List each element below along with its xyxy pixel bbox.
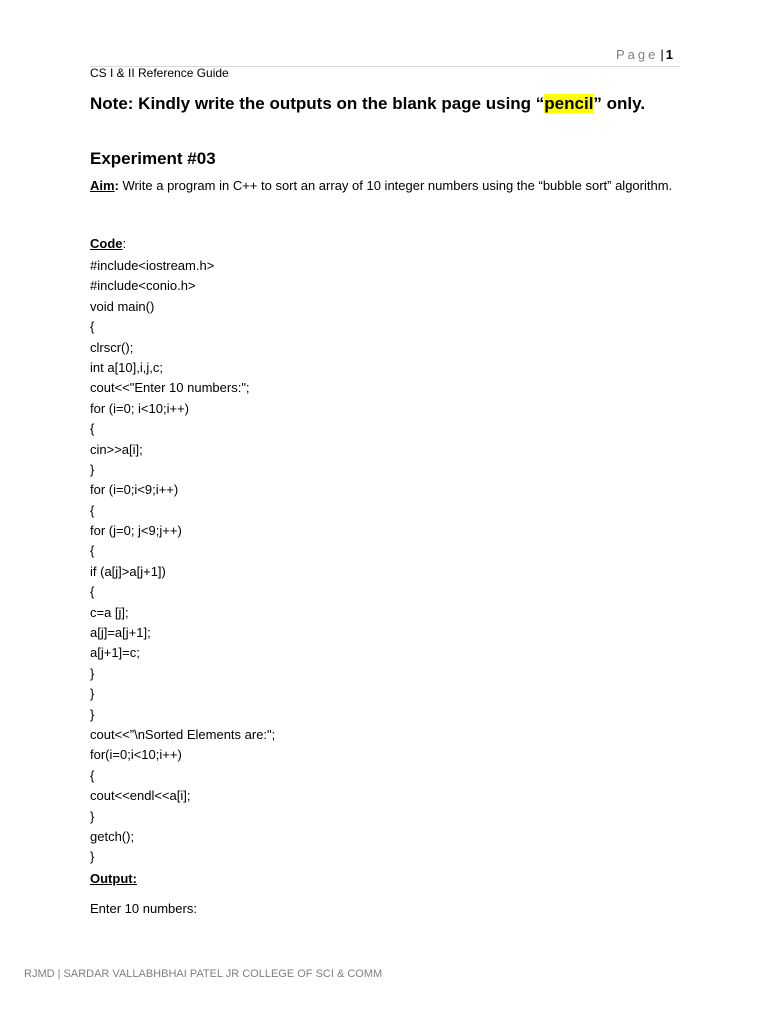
code-line: { <box>90 584 95 600</box>
code-line: } <box>90 849 95 865</box>
page-label: Page <box>616 47 659 62</box>
page-separator: | <box>660 47 664 62</box>
code-line: a[j+1]=c; <box>90 645 140 661</box>
code-line: cout<<endl<<a[i]; <box>90 788 191 804</box>
code-label <box>90 236 126 251</box>
code-line: { <box>90 543 95 559</box>
code-label-colon: : <box>122 236 127 251</box>
aim-colon: : <box>114 178 119 193</box>
experiment-title: Experiment #03 <box>90 149 216 168</box>
note-text-after: ” only. <box>593 94 646 113</box>
code-line: for (i=0;i<9;i++) <box>90 482 179 498</box>
code-line: { <box>90 502 95 518</box>
code-line: clrscr(); <box>90 339 134 355</box>
code-line: } <box>90 706 95 722</box>
code-line: } <box>90 665 95 681</box>
code-line: #include<iostream.h> <box>90 258 215 273</box>
code-label-text: Code <box>90 236 123 251</box>
document-title: CS I & II Reference Guide <box>90 66 229 80</box>
output-text: Enter 10 numbers: <box>90 901 197 916</box>
code-line: #include<conio.h> <box>90 278 196 294</box>
code-line: getch(); <box>90 828 135 844</box>
aim-paragraph <box>90 176 680 196</box>
note-text-before: Note: Kindly write the outputs on the blank page using “ <box>90 94 545 113</box>
code-line: } <box>90 461 95 477</box>
footer: RJMD | SARDAR VALLABHBHAI PATEL JR COLLEGE OF SCI & COMM <box>24 968 383 980</box>
code-line: { <box>90 421 95 437</box>
output-label: Output: <box>90 871 137 886</box>
page-number <box>616 47 673 62</box>
code-line: c=a [j]; <box>90 604 129 620</box>
code-line: for (i=0; i<10;i++) <box>90 400 189 416</box>
code-line: int a[10],i,j,c; <box>90 359 163 375</box>
code-line: cout<<"Enter 10 numbers:"; <box>90 380 250 396</box>
code-line: } <box>90 686 95 702</box>
code-line: cout<<”\nSorted Elements are:"; <box>90 726 276 742</box>
code-line: a[j]=a[j+1]; <box>90 625 151 641</box>
code-line: void main() <box>90 298 155 314</box>
code-line: cin>>a[i]; <box>90 441 143 457</box>
note-highlight: pencil <box>544 94 594 113</box>
page-number-value: 1 <box>665 47 673 62</box>
note-heading <box>90 94 645 114</box>
code-line: for (j=0; j<9;j++) <box>90 523 182 539</box>
code-line: for(i=0;i<10;i++) <box>90 747 182 763</box>
code-line: { <box>90 767 95 783</box>
code-line: { <box>90 319 95 335</box>
code-line: if (a[j]>a[j+1]) <box>90 563 166 579</box>
code-line: } <box>90 808 95 824</box>
code-block <box>90 256 275 868</box>
aim-label: Aim <box>90 178 115 193</box>
aim-text: Write a program in C++ to sort an array of 10 integer numbers using the “bubble sort” algorithm. <box>118 178 673 193</box>
